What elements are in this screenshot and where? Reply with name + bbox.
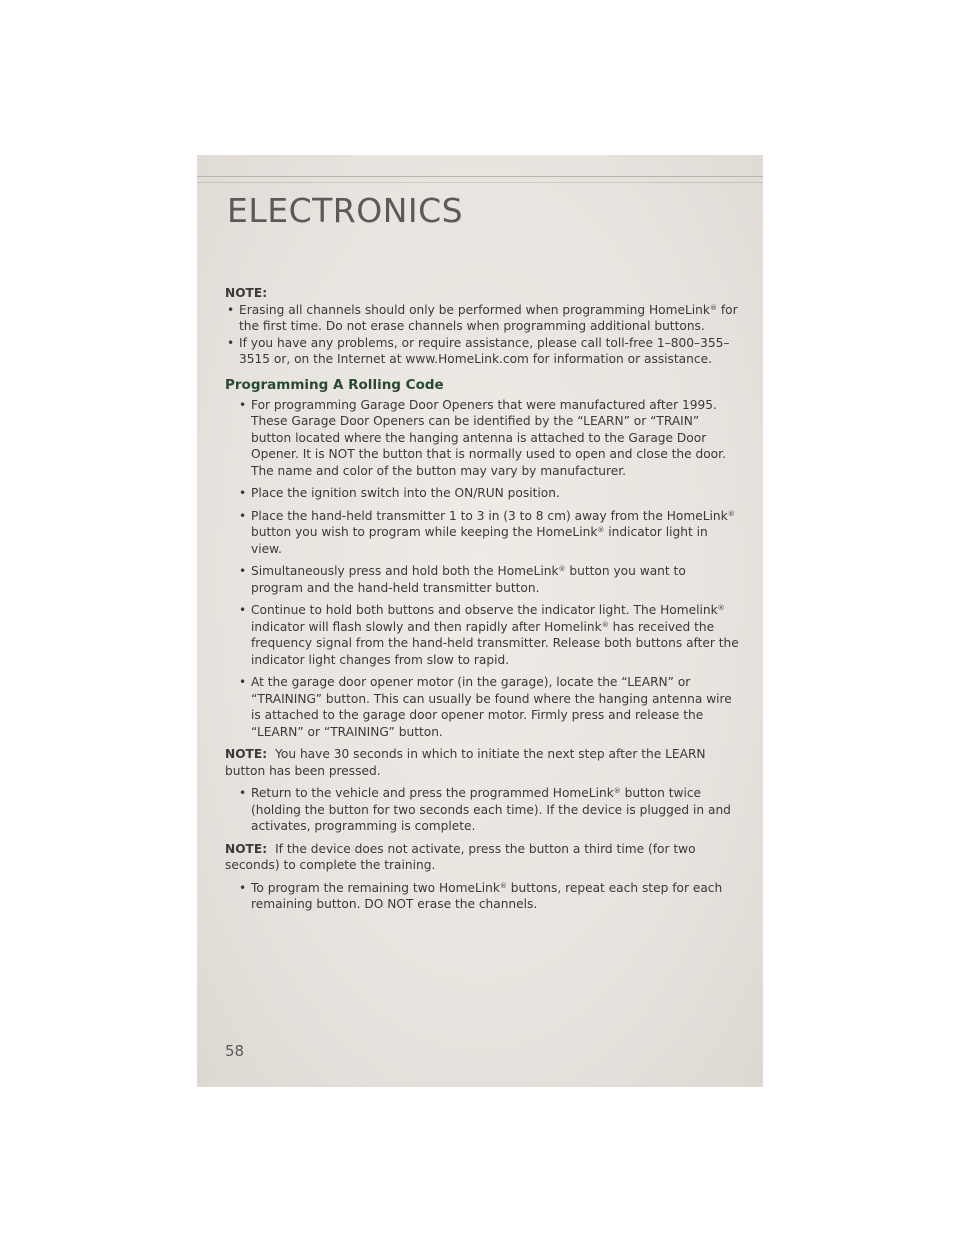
inline-note-text: If the device does not activate, press the button a third time (for two seconds) to complete the training. <box>225 841 696 872</box>
page-number: 58 <box>225 1042 245 1060</box>
step-item: • Place the hand-held transmitter 1 to 3 in (3 to 8 cm) away from the HomeLink® button you wish to program while keeping the HomeLink® indicator light in view. <box>237 508 739 558</box>
note-bullet-list <box>225 302 739 368</box>
inline-note <box>225 841 739 874</box>
step-list <box>225 785 739 835</box>
step-item: • Continue to hold both buttons and observe the indicator light. The Homelink® indicator will flash slowly and then rapidly after Homelink® has received the frequency signal from the hand-held transmitter. Release both buttons after the indicator light changes from slow to rapid. <box>237 602 739 668</box>
note-label: NOTE: <box>225 286 268 300</box>
inline-note-label: NOTE: <box>225 841 268 856</box>
step-item: • To program the remaining two HomeLink® buttons, repeat each step for each remaining button. DO NOT erase the channels. <box>237 880 739 913</box>
step-list <box>225 880 739 913</box>
step-list <box>225 397 739 741</box>
header-rule-top <box>197 176 763 177</box>
step-item: • Return to the vehicle and press the programmed HomeLink® button twice (holding the button for two seconds each time). If the device is plugged in and activates, programming is complete. <box>237 785 739 835</box>
inline-note-label: NOTE: <box>225 747 268 761</box>
page-content <box>225 285 739 919</box>
step-item: • For programming Garage Door Openers that were manufactured after 1995. These Garage Door Openers can be identified by the “LEARN” or “TRAIN” button located where the hanging antenna is attached to the Garage Door Opener. It is NOT the button that is normally used to open and close the door. The name and color of the button may vary by manufacturer. <box>237 397 739 480</box>
inline-note-text: You have 30 seconds in which to initiate the next step after the LEARN button has been pressed. <box>225 747 706 778</box>
step-item: • At the garage door opener motor (in the garage), locate the “LEARN” or “TRAINING” button. This can usually be found where the hanging antenna wire is attached to the garage door opener motor. Firmly press and release the “LEARN” or “TRAINING” button. <box>237 674 739 740</box>
note-bullet: • Erasing all channels should only be performed when programming HomeLink® for the first time. Do not erase channels when programming additional buttons. <box>225 302 739 335</box>
manual-page <box>197 155 763 1087</box>
subsection-title: Programming A Rolling Code <box>225 376 444 393</box>
note-bullet: • If you have any problems, or require assistance, please call toll-free 1–800–355–3515 or, on the Internet at www.HomeLink.com for information or assistance. <box>225 335 739 368</box>
step-item: • Simultaneously press and hold both the HomeLink® button you want to program and the hand-held transmitter button. <box>237 563 739 596</box>
section-title: ELECTRONICS <box>227 191 464 230</box>
inline-note <box>225 746 739 779</box>
step-item: • Place the ignition switch into the ON/RUN position. <box>237 485 739 502</box>
header-rule-bottom <box>197 182 763 183</box>
